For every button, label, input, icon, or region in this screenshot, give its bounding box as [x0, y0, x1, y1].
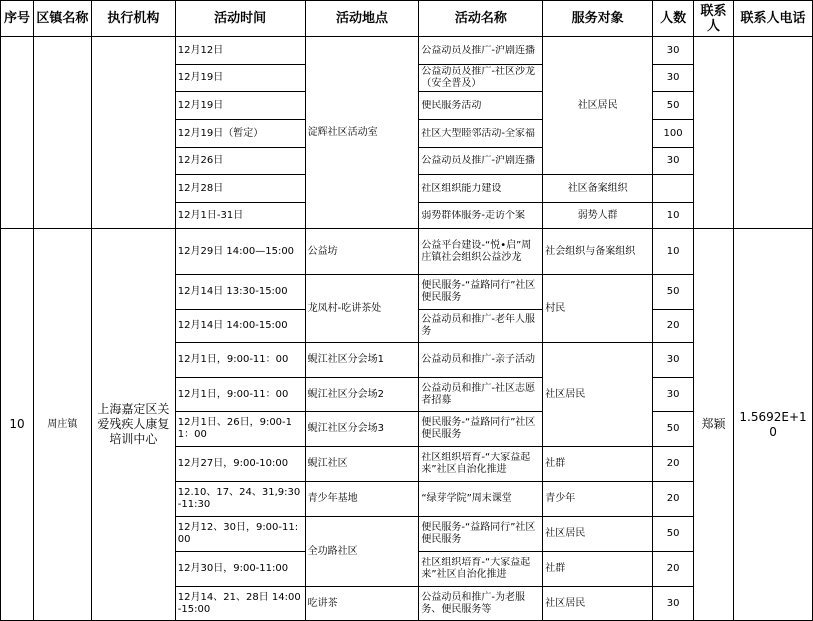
activity-name-cell: 公益平台建设-“悦•启”周庄镇社会组织公益沙龙 [419, 229, 543, 275]
header-row [1, 1, 813, 37]
activity-name-cell: 社区大型睦邻活动-全家福 [421, 127, 536, 139]
count-cell: 20 [653, 447, 694, 482]
time-cell: 12月12、30日，9:00-11:00 [175, 517, 305, 552]
time-cell: 12月14日 14:00-15:00 [175, 310, 305, 343]
count-cell: 30 [653, 148, 694, 175]
table-row [1, 229, 813, 275]
count-cell: 30 [653, 587, 694, 621]
town-cell-empty [33, 37, 91, 229]
activity-name-cell: 便民服务-“益路同行”社区便民服务 [419, 275, 543, 310]
place-cell: 蜆江社区分会场2 [305, 378, 419, 412]
row-number: 10 [1, 229, 34, 621]
time-cell: 12月1日、26日，9:00-11：00 [175, 412, 305, 447]
time-cell: 12月19日 [175, 92, 305, 120]
count-cell: 50 [653, 412, 694, 447]
header-phone: 联系人电话 [734, 1, 813, 37]
place-cell: 淀辉社区活动室 [305, 37, 419, 229]
time-cell: 12月1日，9:00-11：00 [175, 343, 305, 378]
count-cell: 10 [653, 203, 694, 229]
header-contact: 联系人 [694, 1, 734, 37]
count-cell: 100 [653, 120, 694, 148]
activity-name-cell: 社区组织培育-“大家益起来”社区自治化推进 [421, 452, 531, 475]
time-cell: 12月14日 13:30-15:00 [175, 275, 305, 310]
activity-name-cell: 社区组织能力建设 [421, 182, 502, 194]
place-cell: 蜆江社区分会场3 [305, 412, 419, 447]
time-cell: 12月1日-31日 [175, 203, 305, 229]
target-cell: 社群 [543, 447, 653, 482]
town-name: 周庄镇 [33, 229, 91, 621]
activity-name-cell: “绿芽学院”周末课堂 [419, 482, 543, 517]
org-name: 上海嘉定区关爱残疾人康复培训中心 [91, 229, 175, 621]
org-cell-empty [91, 37, 175, 229]
time-cell: 12月30日，9:00-11:00 [175, 552, 305, 587]
target-cell: 社区备案组织 [543, 175, 653, 203]
time-cell: 12月14、21、28日 14:00-15:00 [175, 587, 305, 621]
activity-name-cell: 公益动员及推广-沪剧连播 [421, 155, 536, 166]
activity-name-cell: 便民服务-“益路同行”社区便民服务 [419, 517, 543, 552]
time-cell: 12月1日，9:00-11：00 [175, 378, 305, 412]
time-cell: 12月29日 14:00—15:00 [175, 229, 305, 275]
header-no: 序号 [1, 1, 34, 37]
header-org: 执行机构 [91, 1, 175, 37]
target-cell: 弱势人群 [543, 203, 653, 229]
count-cell: 50 [653, 92, 694, 120]
header-count: 人数 [653, 1, 694, 37]
count-cell: 20 [653, 310, 694, 343]
count-cell: 20 [653, 552, 694, 587]
count-cell: 30 [653, 37, 694, 65]
count-cell: 30 [653, 378, 694, 412]
count-cell [653, 175, 694, 203]
activity-name-cell: 公益动员和推广-社区志愿者招募 [419, 378, 543, 412]
place-cell: 吃讲茶 [305, 587, 419, 621]
target-cell: 社区居民 [543, 343, 653, 447]
place-cell: 青少年基地 [305, 482, 419, 517]
time-cell: 12月19日 [175, 65, 305, 92]
target-cell: 社区居民 [543, 517, 653, 552]
activity-name-cell: 弱势群体服务-走访个案 [421, 209, 526, 221]
target-cell: 村民 [543, 275, 653, 343]
time-cell: 12月26日 [175, 148, 305, 175]
time-cell: 12月28日 [175, 175, 305, 203]
activity-name-cell: 公益动员和推广-亲子活动 [419, 343, 543, 378]
activity-name-cell: 公益动员和推广-老年人服务 [419, 310, 543, 343]
time-cell: 12月27日，9:00-10:00 [175, 447, 305, 482]
target-cell: 社区居民 [543, 37, 653, 175]
count-cell: 10 [653, 229, 694, 275]
target-cell: 社群 [543, 552, 653, 587]
count-cell: 50 [653, 275, 694, 310]
header-place: 活动地点 [305, 1, 419, 37]
target-cell: 社会组织与备案组织 [543, 229, 653, 275]
place-cell: 蜆江社区 [305, 447, 419, 482]
no-cell-empty [1, 37, 34, 229]
count-cell: 50 [653, 517, 694, 552]
phone-cell-empty [734, 37, 813, 229]
count-cell: 30 [653, 343, 694, 378]
activity-name-cell: 社区组织培育-“大家益起来”社区自治化推进 [421, 557, 531, 580]
place-cell: 龙凤村-吃讲茶处 [305, 275, 419, 343]
activity-name-cell: 公益动员和推广-为老服务、便民服务等 [419, 587, 543, 621]
table-row [1, 37, 813, 65]
place-cell: 公益坊 [305, 229, 419, 275]
header-target: 服务对象 [543, 1, 653, 37]
time-cell: 12.10、17、24、31,9:30-11:30 [175, 482, 305, 517]
activity-name-cell: 公益动员及推广-社区沙龙（安全普及） [421, 66, 536, 89]
place-cell: 全功路社区 [305, 517, 419, 587]
count-cell: 30 [653, 65, 694, 92]
header-time: 活动时间 [175, 1, 305, 37]
contact-phone: 1.5692E+10 [734, 229, 813, 621]
header-name: 活动名称 [419, 1, 543, 37]
time-cell: 12月12日 [175, 37, 305, 65]
activity-name-cell: 便民服务活动 [421, 99, 482, 111]
activity-name-cell: 便民服务-“益路同行”社区便民服务 [419, 412, 543, 447]
target-cell: 社区居民 [543, 587, 653, 621]
activity-name-cell: 公益动员及推广-沪剧连播 [421, 44, 536, 56]
place-cell: 蜆江社区分会场1 [305, 343, 419, 378]
contact-name: 郑颖 [694, 229, 734, 621]
header-town: 区镇名称 [33, 1, 91, 37]
time-cell: 12月19日（暂定） [175, 120, 305, 148]
contact-cell-empty [694, 37, 734, 229]
count-cell: 20 [653, 482, 694, 517]
target-cell: 青少年 [543, 482, 653, 517]
